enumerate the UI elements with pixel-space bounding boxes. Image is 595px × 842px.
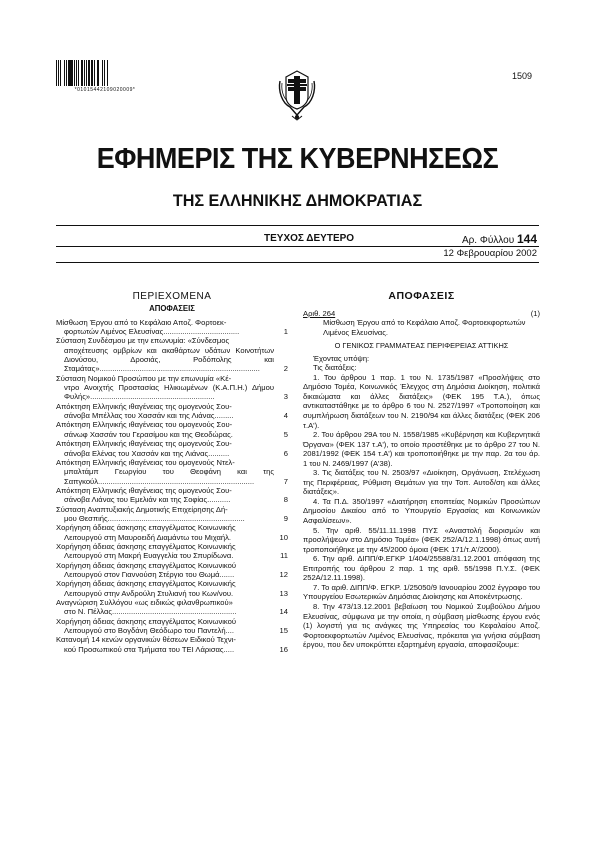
decision-number-row (303, 309, 540, 319)
contents-entry (56, 542, 288, 561)
decisions-heading: ΑΠΟΦΑΣΕΙΣ (388, 290, 455, 302)
contents-entry-continuation: Λειτουργού στη Μαυροειδή Διαμάντω του Μιχαήλ. (64, 532, 231, 542)
contents-entry-page: 9 (283, 513, 288, 523)
contents-entry-continuation: μου Θεσπιής................................................................. (64, 513, 245, 523)
provisions-label: Τις διατάξεις: (313, 363, 357, 373)
contents-entry-first-line: Απόκτηση Ελληνικής ιθαγένειας του ομογενούς Ντελ- (56, 457, 235, 467)
gazette-subtitle: ΤΗΣ ΕΛΛΗΝΙΚΗΣ ΔΗΜΟΚΡΑΤΙΑΣ (172, 191, 423, 210)
decisions-column (303, 292, 540, 650)
contents-entry (56, 505, 288, 524)
contents-list (56, 318, 288, 654)
sheet-number: 144 (516, 232, 537, 246)
header-rule-middle (56, 246, 539, 247)
contents-entry (56, 374, 288, 402)
contents-entry-continuation: Λειτουργού στη Μακρή Ευαγγελία του Σπυρίδωνα. (64, 551, 234, 561)
contents-entry-first-line: Χορήγηση άδειας άσκησης επαγγέλματος Κοινωνικής (56, 579, 236, 589)
issue-series: ΤΕΥΧΟΣ ΔΕΥΤΕΡΟ (264, 233, 355, 244)
decision-number: Αριθ. 264 (303, 308, 336, 318)
contents-entry-first-line: Κατανομή 14 κενών οργανικών θέσεων Ειδικού Τεχνι- (56, 635, 236, 645)
contents-entry-continuation: κού Προσωπικού στα Τμήματα του ΤΕΙ Λάρισας..... (64, 644, 235, 654)
issue-sheet (462, 232, 537, 246)
gazette-title: ΕΦΗΜΕΡΙΣ ΤΗΣ ΚΥΒΕΡΝΗΣΕΩΣ (96, 143, 499, 175)
contents-entry-continuation: Λειτουργού στον Γιαννούση Στέργιο του Θωμά....... (64, 569, 235, 579)
contents-entry (56, 402, 288, 421)
contents-entry (56, 561, 288, 580)
contents-entry-first-line: Χορήγηση άδειας άσκησης επαγγέλματος Κοινωνικού (56, 560, 237, 570)
contents-entry-first-line: Απόκτηση Ελληνικής ιθαγένειας του ομογενούς Σου- (56, 420, 233, 430)
contents-entry-first-line: Χορήγηση άδειας άσκησης επαγγέλματος Κοινωνικής (56, 541, 236, 551)
header-rule-bottom (56, 262, 539, 263)
issue-date: 12 Φεβρουαρίου 2002 (443, 248, 537, 259)
contents-entry-page: 15 (279, 626, 288, 636)
decision-paragraph: 3. Τις διατάξεις του Ν. 2503/97 «Διοίκηση, Οργάνωση, Στελέχωση της Περιφέρειας, Ρύθμιση Θεμάτων για την Τοπ. Αυτοδ/ση και άλλες διατάξεις». (303, 468, 540, 497)
contents-entry-continuation: σάνοβα Ελένας του Χασσάν και της Λιάνας.......... (64, 448, 230, 458)
sheet-label: Αρ. Φύλλου (461, 235, 515, 246)
decision-paragraph: 2. Του άρθρου 29Α του Ν. 1558/1985 «Κυβέρνηση και Κυβερνητικά Όργανα» (ΦΕΚ 137 τ.Α'), το οποίο προστέθηκε με το άρθρο 27 του Ν. 2081/1992 (ΦΕΚ 154 τ.Α') και τροποποιήθηκε με την παρ. 2α του άρ. 1 του Ν. 2469/1997 (Α'38). (303, 430, 540, 468)
contents-entry-first-line: Σύσταση Αναπτυξιακής Δημοτικής Επιχείρησης Δή- (56, 504, 228, 514)
contents-entry-page: 7 (283, 476, 288, 486)
barcode-number: *01015442109020009* (74, 87, 136, 93)
contents-entry-continuation: Λειτουργού στο Βογδάνη Θεόδωρο του Παντελή.... (64, 626, 234, 636)
contents-entry (56, 617, 288, 636)
contents-column (56, 292, 288, 654)
contents-entry (56, 579, 288, 598)
contents-entry-continuation: σάνοβα Λιάνας του Εμελιάν και της Σοφίας........... (64, 495, 231, 505)
decision-title: Μίσθωση Έργου από το Κεφάλαιο Αποζ. Φορτοεκφορτωτών Λιμένος Ελευσίνας. (323, 318, 526, 337)
contents-entry-first-line: Απόκτηση Ελληνικής ιθαγένειας της ομογενούς Σου- (56, 439, 232, 449)
contents-entry-page: 10 (279, 532, 288, 542)
contents-entry (56, 318, 288, 337)
contents-entry-continuation: αποχέτευσης ομβρίων και ακαθάρτων υδάτων Κοινοτήτων Διονύσου, Δροσιάς, Ροδόπολης και Σταμάτας»............................................................................ (64, 345, 274, 374)
contents-entry (56, 598, 288, 617)
contents-entry-page: 2 (283, 364, 288, 374)
contents-entry-page: 8 (283, 495, 288, 505)
contents-entry (56, 635, 288, 654)
contents-entry-page: 5 (283, 429, 288, 439)
greek-coat-of-arms-icon (272, 67, 322, 123)
having-regard: Έχοντας υπόψη: (313, 353, 370, 363)
contents-entry-page: 4 (283, 411, 288, 421)
decision-paragraphs (303, 373, 540, 650)
contents-entry-page: 6 (283, 448, 288, 458)
decision-paragraph: 1. Του άρθρου 1 παρ. 1 του Ν. 1735/1987 «Προσλήψεις στο Δημόσιο Τομέα, Κοινωνικός Έλεγχος στη Δημόσια Διοίκηση, πολιτικά δικαιώματα και άλλες διατάξεις» (ΦΕΚ 195 Τ.Α.), όπως αντικαταστάθηκε με το άρθρο 6 του Ν. 2527/1997 «Τροποποίηση και συμπλήρωση διατάξεων του Ν. 2190/94 και άλλες διατάξεις (ΦΕΚ 206 τ.Α'). (303, 372, 540, 430)
contents-entry-page: 3 (283, 392, 288, 402)
contents-entry-continuation: σάνοβα Μπέλλας του Χασσάν και της Λιάνας......... (64, 411, 234, 421)
contents-entry-first-line: Σύσταση Συνδέσμου με την επωνυμία: «Σύνδεσμος (56, 336, 230, 346)
contents-entry-continuation: μπαλτάμπ Γεωργίου του Θεοφάνη και της Σαπγκούλ.......................................................................... (64, 467, 274, 486)
contents-entry-page: 1 (283, 327, 288, 337)
barcode-icon (56, 60, 154, 86)
contents-entry-continuation: φορτωτών Λιμένος Ελευσίνας.................................... (64, 327, 240, 337)
decision-paragraph: 5. Την αριθ. 55/11.11.1998 ΠΥΣ «Αναστολή διορισμών και προσλήψεων στο Δημόσιο Τομέα» (ΦΕΚ 252/Α/12.1.1998) όπως αυτή τροποποιήθηκε με την 45/2000 όμοια (ΦΕΚ 171/τ.Α'/2000). (303, 525, 540, 554)
decision-paragraph: 6. Την αριθ. ΔΙΠΠ/Φ.ΕΓΚΡ 1/404/25588/31.12.2001 απόφαση της Επιτροπής του άρθρου 2 παρ. 1 της αριθ. 55/1998 Π.Υ.Σ. (ΦΕΚ 252Α/12.11.1998). (303, 554, 540, 583)
contents-entry-continuation: στο Ν. Πέλλας........................................................... (64, 607, 237, 617)
contents-entry-first-line: Χορήγηση άδειας άσκησης επαγγέλματος Κοινωνικού (56, 616, 237, 626)
contents-entry-first-line: Μίσθωση Έργου από το Κεφάλαιο Αποζ. Φορτοεκ- (56, 317, 227, 327)
contents-entry-first-line: Σύσταση Νομικού Προσώπου με την επωνυμία «Κέ- (56, 373, 232, 383)
contents-heading: ΠΕΡΙΕΧΟΜΕΝΑ (132, 291, 212, 302)
contents-entry-page: 13 (279, 588, 288, 598)
contents-entry (56, 336, 288, 373)
contents-entry-page: 14 (279, 607, 288, 617)
page-number: 1509 (512, 71, 533, 81)
contents-entry (56, 420, 288, 439)
header-rule-top (56, 225, 539, 226)
contents-subheading: ΑΠΟΦΑΣΕΙΣ (149, 304, 195, 314)
contents-entry-page: 11 (280, 551, 288, 561)
contents-entry (56, 439, 288, 458)
contents-entry-first-line: Απόκτηση Ελληνικής ιθαγένειας της ομογενούς Σου- (56, 401, 232, 411)
contents-entry (56, 458, 288, 486)
decision-authority: Ο ΓΕΝΙΚΟΣ ΓΡΑΜΜΑΤΕΑΣ ΠΕΡΙΦΕΡΕΙΑΣ ΑΤΤΙΚΗΣ (334, 341, 509, 351)
contents-entry-page: 16 (279, 644, 288, 654)
contents-entry-first-line: Χορήγηση άδειας άσκησης επαγγέλματος Κοινωνικής (56, 523, 236, 533)
contents-entry (56, 486, 288, 505)
decision-paragraph: 8. Την 473/13.12.2001 βεβαίωση του Νομικού Συμβούλου Δήμου Ελευσίνας, σύμφωνα με την οποία, η σύμβαση μίσθωσης έργου ενός (1) λογιστή για τις ανάγκες της Υπηρεσίας του Κεφαλαίου Αποζ. Φορτοεκφορτωτών Λιμένος Ελευσίνας, πρόκειται για γνήσια σύμβαση έργου, που δεν υποκρύπτει εξαρτημένη εργασία, αποφασίζουμε: (303, 601, 540, 650)
contents-entry-continuation: Λειτουργού στην Ανδρούλη Στυλιανή του Κων/νου. (64, 588, 234, 598)
contents-entry-first-line: Απόκτηση Ελληνικής ιθαγένειας της ομογενούς Σου- (56, 485, 232, 495)
contents-entry-first-line: Αναγνώριση Συλλόγου «ως ειδικώς φιλανθρωπικού» (56, 598, 233, 607)
contents-entry-continuation: σάνωφ Χασσάν του Γερασίμου και της Θεοδώρας. (64, 429, 233, 439)
contents-entry (56, 523, 288, 542)
contents-entry-page: 12 (279, 569, 288, 579)
decision-index: (1) (530, 308, 540, 318)
decision-paragraph: 7. Το αριθ. ΔΙΠΠ/Φ. ΕΓΚΡ. 1/25050/9 Ιανουαρίου 2002 έγγραφο του Υπουργείου Εσωτερικών Δημόσιας Διοίκησης και Αποκέντρωσης. (303, 582, 540, 602)
decision-paragraph: 4. Τα Π.Δ. 350/1997 «Διατήρηση εποπτείας Νομικών Προσώπων Δημοσίου Δικαίου από το Υπουργείο Εργασίας και Κοινωνικών Ασφαλίσεων». (303, 496, 540, 526)
contents-entry-continuation: ντρο Ανοιχτής Προστασίας Ηλικιωμένων (Κ.Α.Π.Η.) Δήμου Φυλής»........................................................... (64, 383, 274, 402)
